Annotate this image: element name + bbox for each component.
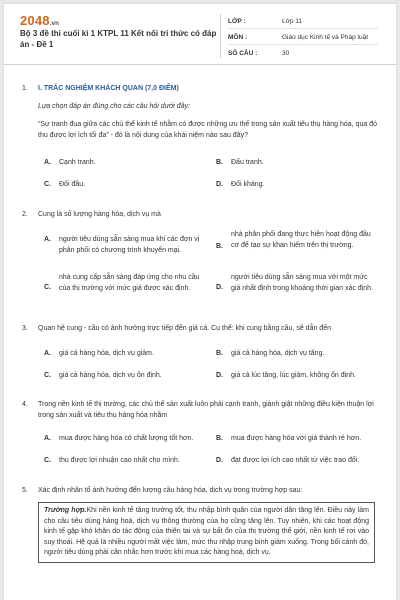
logo-suffix: .vn (49, 21, 60, 27)
option-text: nhà cung cấp sẵn sàng đáp ứng cho nhu cầu của thị trường với mức giá được xác định. (59, 274, 200, 292)
option-letter: B. (216, 243, 223, 250)
question-text: Xác định nhân tố ảnh hưởng đến lượng cầu hàng hóa, dịch vụ trong trường hợp sau: (38, 487, 303, 494)
meta-value: 30 (282, 50, 290, 57)
option-text: giá cả hàng hóa, dịch vụ tăng. (231, 350, 325, 357)
question-number: 5. (22, 487, 28, 494)
section-title: I. TRẮC NGHIỆM KHÁCH QUAN (7,0 ĐIỂM) (38, 85, 179, 92)
option-letter: D. (216, 181, 223, 188)
option-text: Đấu tranh. (231, 159, 264, 166)
option-text: đạt được lợi ích cao nhất từ việc trao đổi. (231, 457, 360, 464)
meta-key: LỚP : (228, 18, 246, 25)
question-number: 2. (22, 211, 28, 218)
option-text: mua được hàng hóa có chất lượng tốt hơn. (59, 435, 194, 442)
option-text: thu được lợi nhuận cao nhất cho mình. (59, 457, 180, 464)
option-text: giá cả hàng hóa, dịch vụ ổn định. (59, 372, 162, 379)
meta-value: Giáo dục Kinh tế và Pháp luật (282, 34, 369, 41)
meta-key: MÔN : (228, 34, 248, 41)
case-label: Trường hợp. (44, 507, 87, 514)
option-letter: B. (216, 159, 223, 166)
option-letter: D. (216, 284, 223, 291)
option-text: Đối đầu. (59, 181, 86, 188)
question-text: Quan hệ cung - cầu có ảnh hưởng trực tiếp đến giá cả. Cụ thể: khi cung bằng cầu, sẽ dẫn đến (38, 325, 331, 332)
meta-separator (228, 28, 378, 29)
option-text: Đối kháng. (231, 181, 265, 188)
option-letter: A. (44, 435, 51, 442)
option-letter: C. (44, 457, 51, 464)
meta-row-count (228, 49, 396, 58)
option-text: người tiêu dùng sẵn sàng mua khi các đơn vị phân phối có chương trình khuyến mại. (59, 236, 200, 254)
option-text: nhà phân phối đang thực hiện hoạt động đầu cơ để tạo sự khan hiếm trên thị trường. (231, 231, 371, 249)
document-page (4, 4, 396, 600)
header-divider (220, 14, 221, 58)
site-logo[interactable] (20, 13, 59, 28)
meta-key: SỐ CÂU : (228, 50, 258, 57)
option-letter: D. (216, 457, 223, 464)
option-letter: A. (44, 236, 51, 243)
option-text: giá cả lúc tăng, lúc giảm, không ổn định. (231, 372, 356, 379)
case-text: Khi nền kinh tế tăng trưởng tốt, thu nhập bình quân của người dân tăng lên. Điều này làm cho cầu tiêu dùng hàng hoá, dịch vụ thông thường của họ cũng tăng lên. Tuy nhiên, khi các hoạt động kinh tế gặp khó khăn do tác động của thiên tai và sự bất ổn của thị trường thế giới, nền kinh tế rơi vào suy thoái. Hệ quả là nhiều người mất việc làm, mức thu nhập trung bình giảm xuống. Trong bối cảnh đó, người tiêu dùng phải cân nhắc hơn trước khi mua các hàng hoá, dịch vụ. (44, 507, 369, 556)
option-letter: C. (44, 181, 51, 188)
option-letter: B. (216, 350, 223, 357)
option-letter: C. (44, 284, 51, 291)
case-study-box (38, 502, 375, 563)
question-text: Cung là số lượng hàng hóa, dịch vụ mà (38, 211, 161, 218)
question-number: 3. (22, 325, 28, 332)
question-number: 1. (22, 85, 28, 92)
meta-row-subject (228, 33, 396, 42)
instruction-text: Lựa chọn đáp án đúng cho các câu hỏi dưới đây: (38, 103, 191, 110)
option-letter: B. (216, 435, 223, 442)
option-letter: A. (44, 159, 51, 166)
question-text: Trong nền kinh tế thị trường, các chủ thể sản xuất luôn phải cạnh tranh, giành giật những điều kiện thuận lợi trong sản xuất và tiêu thụ hàng hóa nhằm (38, 401, 374, 419)
question-text: “Sự tranh đua giữa các chủ thể kinh tế nhằm có được những ưu thế trong sản xuất tiêu thụ hàng hóa, qua đó thu được lợi ích tối đa” - đó là nội dung của khái niệm nào sau đây? (38, 121, 377, 139)
option-text: người tiêu dùng sẵn sàng mua với một mức giá nhất định trong khoảng thời gian xác định. (231, 274, 373, 292)
document-header (4, 4, 396, 65)
option-text: Cạnh tranh. (59, 159, 96, 166)
option-letter: D. (216, 372, 223, 379)
meta-row-class (228, 17, 396, 26)
option-text: mua được hàng hóa với giá thành rẻ hơn. (231, 435, 362, 442)
question-number: 4. (22, 401, 28, 408)
meta-value: Lớp 11 (282, 18, 303, 25)
option-letter: C. (44, 372, 51, 379)
logo-main: 2048 (20, 13, 50, 28)
meta-separator (228, 44, 378, 45)
document-title: Bộ 3 đề thi cuối kì 1 KTPL 11 Kết nối tri thức có đáp án - Đề 1 (20, 29, 217, 49)
option-text: giá cả hàng hóa, dịch vụ giảm. (59, 350, 154, 357)
option-letter: A. (44, 350, 51, 357)
